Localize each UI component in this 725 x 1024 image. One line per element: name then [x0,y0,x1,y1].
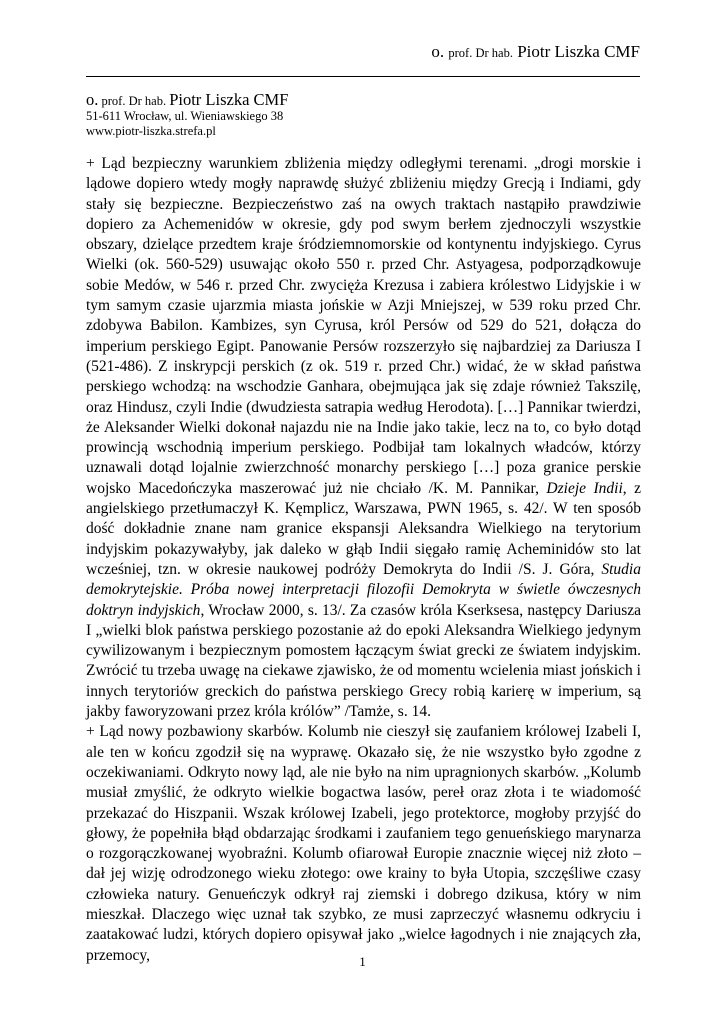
paragraph-new-land: + Ląd nowy pozbawiony skarbów. Kolumb nie cieszył się zaufaniem królowej Izabeli I, ale ten w końcu zgodził się na wyprawę. Okazało się, że nie wszystko było zgodne z oczekiwaniami. Odkryto nowy ląd, ale nie było na nim upragnionych skarbów. „Kolumb musiał zmyślić, że odkryto wielkie bogactwa lasów, pereł oraz złota i te wiadomość przekazać do Hiszpanii. Wszak królowej Izabeli, jego protektorce, mogłoby przyjść do głowy, że popełniła błąd obdarzając środkami i zaufaniem tego genueńskiego marynarza o rozgorączkowanej wyobraźni. Kolumb ofiarował Europie znacznie więcej niż złoto – dał jej wizję odrodzonego wieku złotego: owe krainy to była Utopia, szczęśliwe czasy człowieka natury. Genueńczyk odkrył raj ziemski i dobrego dzikusa, który w nim mieszkał. Dlaczego więc uznał tak szybko, ze musi zaprzeczyć własnemu odkryciu i zaatakować ludzi, których dopiero opisywał jako „wielce łagodnych i nie znających zła, przemocy, [86,723,641,964]
document-body [86,154,641,966]
header-divider [86,76,640,77]
paragraph-safe-land [86,154,641,722]
header-prefix: o. [431,42,445,61]
author-prefix: o. [86,90,99,109]
paragraph-1-text-3: , Wrocław 2000, s. 13/. Za czasów króla Kserksesa, następcy Dariusza I „wielki blok państwa perskiego pozostanie aż do epoki Aleksandra Wielkiego jedynym cywilizowanym i bezpiecznym pomostem łączącym świat grecki ze światem indyjskim. Zwrócić tu trzeba uwagę na ciekawe zjawisko, że od momentu wcielenia miast jońskich i innych terytoriów greckich do państwa perskiego Grecy robią karierę w imperium, są jakby faworyzowani przez króla królów” /Tamże, s. 14. [86,601,641,721]
citation-title-dzieje-indii: Dzieje Indii [546,479,623,497]
author-address: 51-611 Wrocław, ul. Wieniawskiego 38 [86,109,284,123]
author-academic-title: prof. Dr hab. [101,94,167,108]
running-header [431,42,640,62]
author-website: www.piotr-liszka.strefa.pl [86,124,216,138]
author-name-line [86,92,288,109]
citation-title-studia-demokrytejskie: Studia demokrytejskie. Próba nowej interpretacji filozofii Demokryta w świetle ówczesnych doktryn indyjskich [86,560,641,619]
author-name: Piotr Liszka CMF [169,90,289,109]
paragraph-1-text-1: + Ląd bezpieczny warunkiem zbliżenia między odległymi terenami. „drogi morskie i lądowe dopiero wtedy mogły naprawdę służyć zbliżeniu między Grecją i Indiami, gdy stały się bezpieczne. Bezpieczeństwo zaś na owych traktach nastąpiło prawdziwie dopiero za Achemenidów w okresie, gdy pod swym berłem zjednoczyli wszystkie obszary, dzielące przedtem kraje śródziemnomorskie od kontynentu indyjskiego. Cyrus Wielki (ok. 560-529) usuwając około 550 r. przed Chr. Astyagesa, podporządkowuje sobie Medów, w 546 r. przed Chr. zwycięża Krezusa i zabiera królestwo Lidyjskie i w tym samym czasie ujarzmia miasta jońskie w Azji Mniejszej, w 539 roku przed Chr. zdobywa Babilon. Kambizes, syn Cyrusa, król Persów od 529 do 521, dołącza do imperium perskiego Egipt. Panowanie Persów rozszerzyło się najbardziej za Dariusza I (521-486). Z inskrypcji perskich (z ok. 519 r. przed Chr.) widać, że w skład państwa perskiego wchodzą: na wschodzie Ganhara, obejmująca jak się zdaje również Takszilę, oraz Hindusz, czyli Indie (dwudziesta satrapia według Herodota). […] Pannikar twierdzi, że Aleksander Wielki dokonał najazdu nie na Indie jako takie, lecz na to, co było dotąd prowincją wschodnią imperium perskiego. Podbijał tam lokalnych władców, którzy uznawali dotąd lojalnie zwierzchność monarchy perskiego […] poza granice perskie wojsko Macedończyka maszerować już nie chciało /K. M. Pannikar, [86,155,641,497]
header-academic-title: prof. Dr hab. [448,46,513,60]
paragraph-1-text-2: , z angielskiego przetłumaczył K. Kęmplicz, Warszawa, PWN 1965, s. 42/. W ten sposób dość dokładnie znane nam granice ekspansji Aleksandra Wielkiego na terytorium indyjskim pokazywałyby, jak daleko w głąb Indii sięgało ramię Acheminidów sto lat wcześniej, tzn. w okresie naukowej podróży Demokryta do Indii /S. J. Góra, [86,479,641,578]
page-number: 1 [359,954,366,969]
header-author-name: Piotr Liszka CMF [517,42,640,61]
author-block [86,92,288,139]
